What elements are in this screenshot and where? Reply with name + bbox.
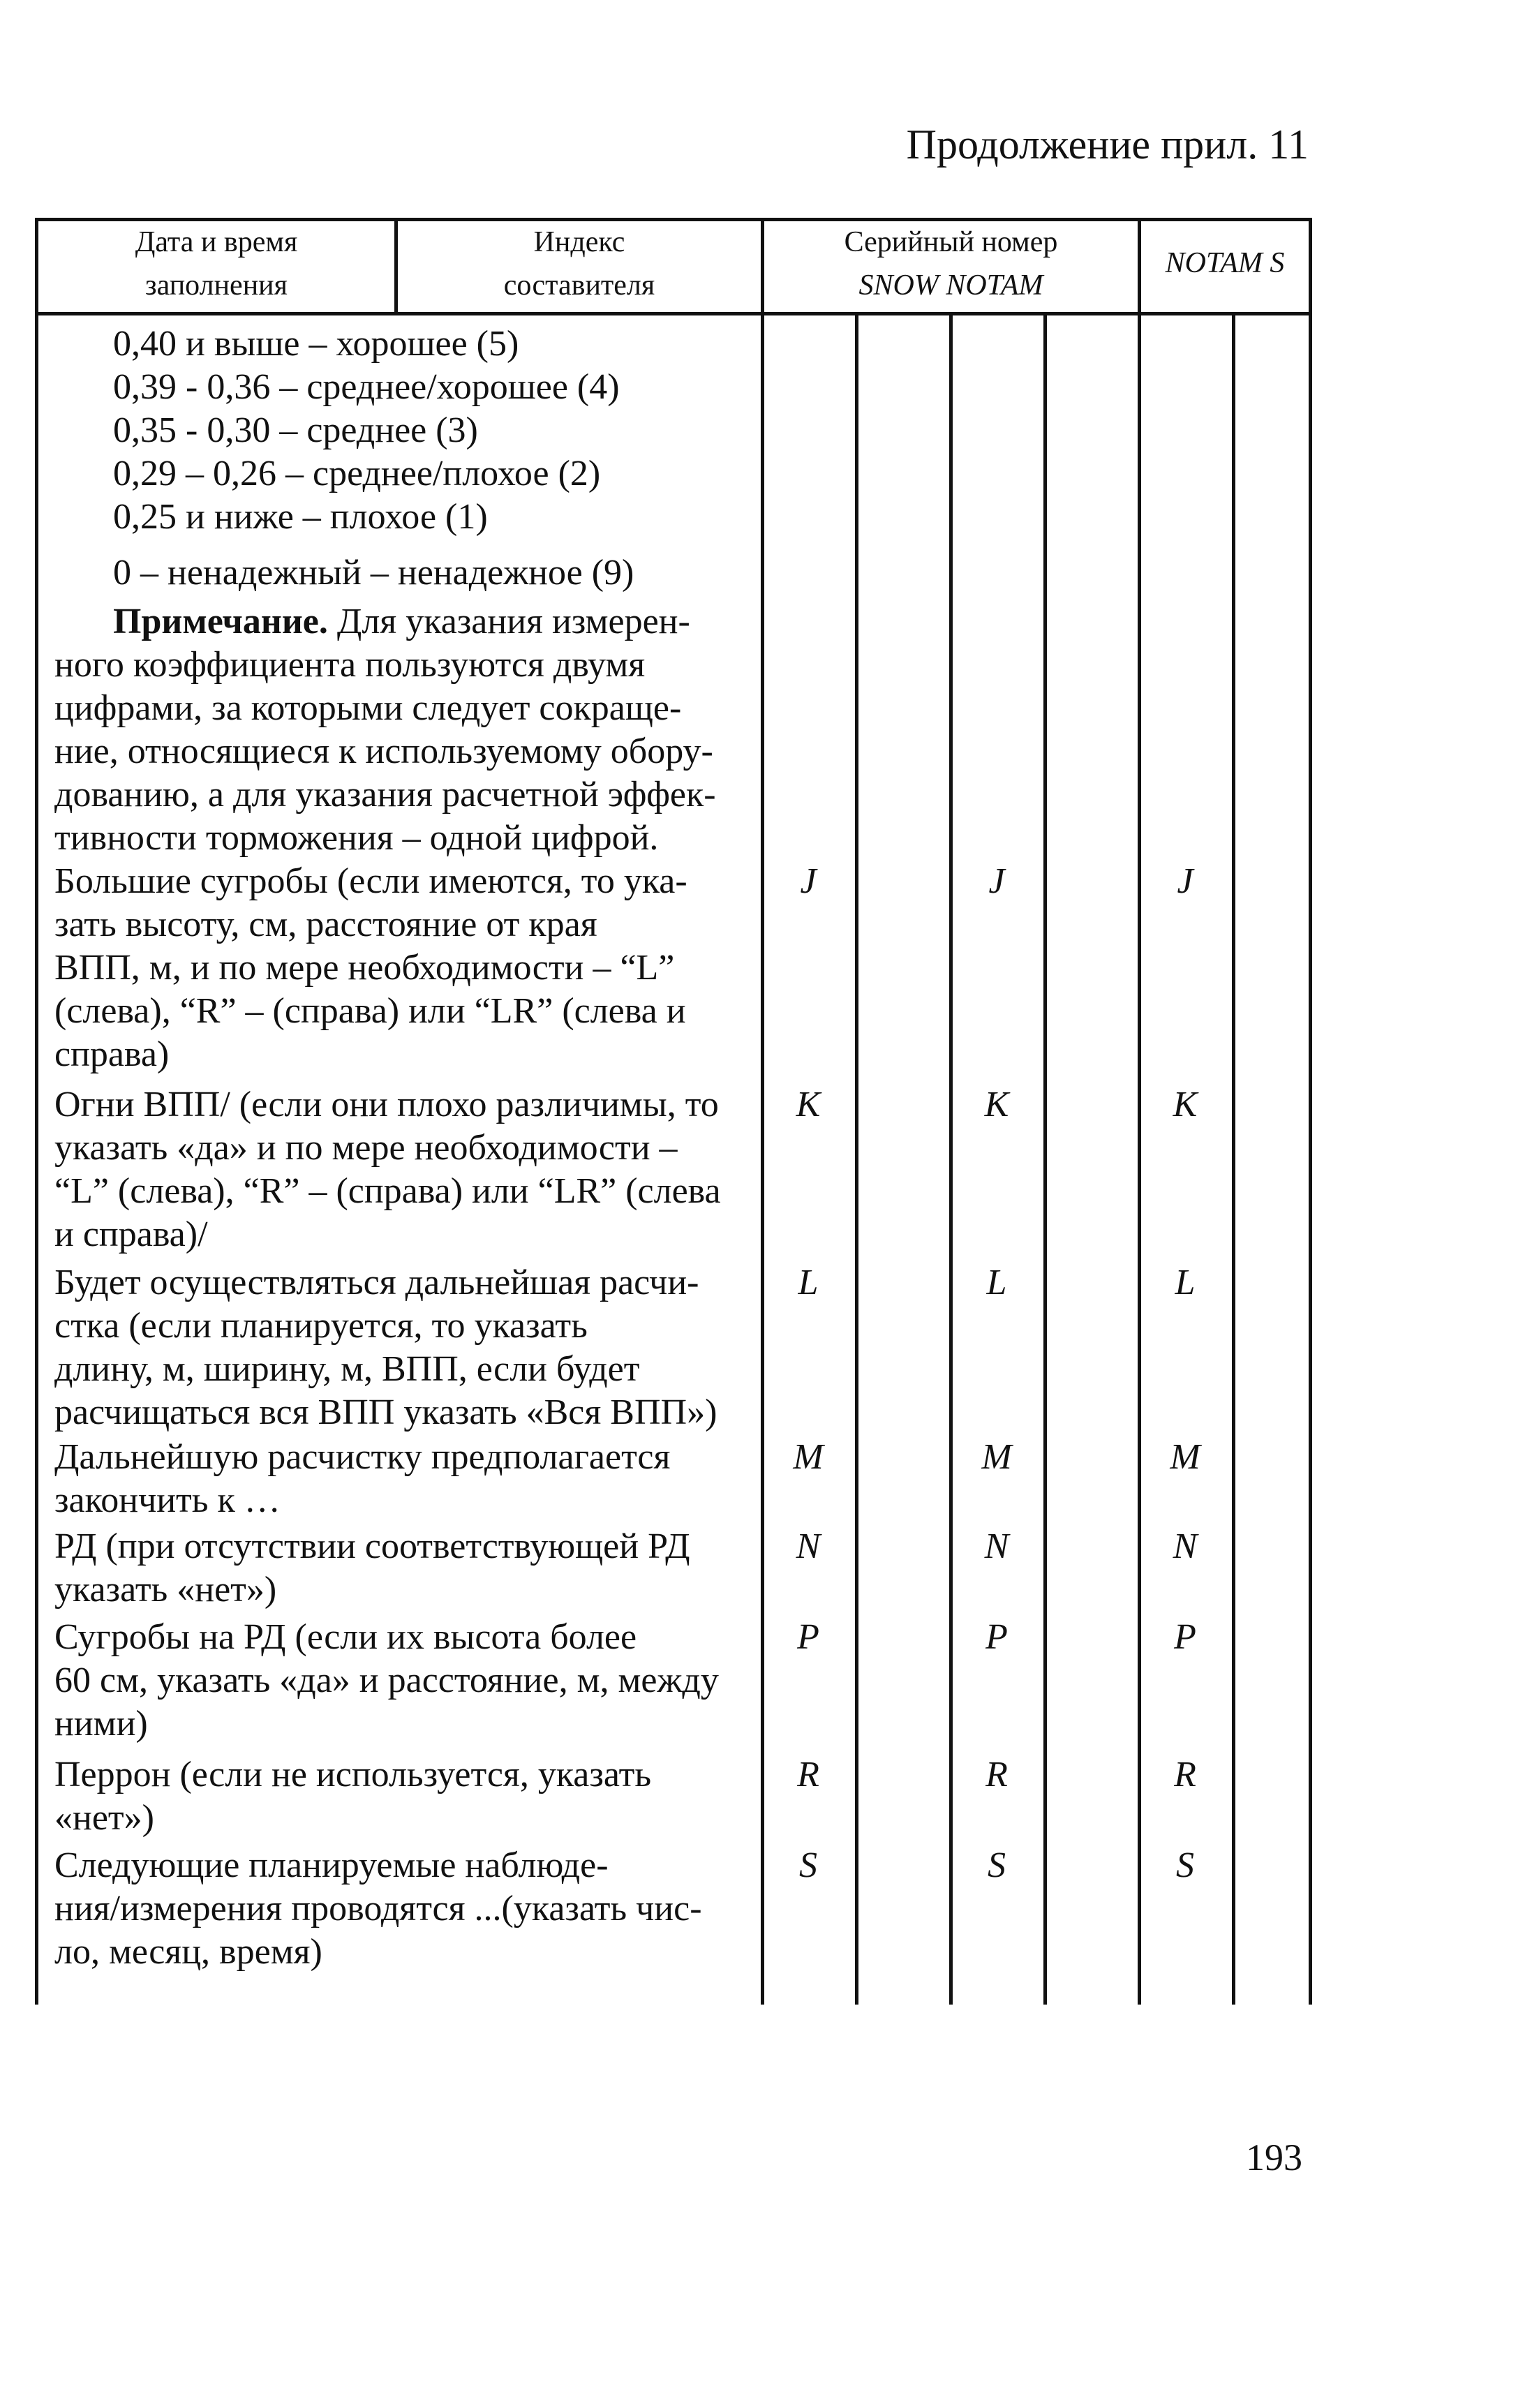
row-line: (слева), “R” – (справа) или “LR” (слева и xyxy=(54,991,686,1031)
col-divider-notam xyxy=(1138,218,1141,2005)
row-line: Будет осуществляться дальнейшая расчи- xyxy=(54,1263,699,1302)
row-line: зать высоту, см, расстояние от края xyxy=(54,905,597,944)
note-line: ние, относящиеся к используемому обору- xyxy=(54,731,713,771)
header-serial-line2: SNOW NOTAM xyxy=(858,269,1043,302)
unreliable-text: 0 – ненадежный – ненадежное (9) xyxy=(113,553,634,593)
row-J-code-serial-2: J xyxy=(988,861,1005,901)
row-R-code-serial-1: R xyxy=(797,1755,819,1794)
continuation-note: Продолжение прил. 11 xyxy=(906,121,1309,168)
row-L-code-notam: L xyxy=(1175,1263,1196,1302)
note-first-line: Для указания измерен- xyxy=(336,602,690,641)
header-serial-line1: Серийный номер xyxy=(844,226,1058,258)
row-line: 60 см, указать «да» и расстояние, м, между xyxy=(54,1660,719,1700)
row-line: РД (при отсутствии соответствующей РД xyxy=(54,1526,690,1566)
header-notam-s xyxy=(1141,241,1309,285)
row-P-code-serial-2: P xyxy=(985,1617,1008,1657)
row-J-description xyxy=(54,860,687,1076)
header-date-time xyxy=(49,221,384,307)
page-number: 193 xyxy=(1246,2136,1302,2178)
row-N-code-serial-1: N xyxy=(796,1526,821,1566)
row-R-code-notam: R xyxy=(1174,1755,1196,1794)
col-divider-index xyxy=(761,218,764,2005)
snow-notam-table xyxy=(35,218,1312,2005)
header-index-line2: составителя xyxy=(503,269,655,302)
friction-scale-item: 0,35 - 0,30 – среднее (3) xyxy=(113,410,478,450)
header-date-time-line2: заполнения xyxy=(145,269,288,302)
row-P-code-notam: P xyxy=(1174,1617,1196,1657)
row-line: стка (если планируется, то указать xyxy=(54,1306,588,1346)
row-M-code-serial-1: M xyxy=(793,1437,824,1477)
row-S-code-serial-1: S xyxy=(799,1845,817,1885)
friction-scale xyxy=(113,322,620,539)
row-line: указать «да» и по мере необходимости – xyxy=(54,1128,678,1168)
header-index-line1: Индекс xyxy=(533,226,625,258)
row-line: расчищаться вся ВПП указать «Вся ВПП») xyxy=(54,1392,717,1432)
col-divider-serial-c xyxy=(1043,312,1047,2005)
note-line: цифрами, за которыми следует сокраще- xyxy=(54,688,682,728)
row-line: закончить к … xyxy=(54,1480,281,1520)
col-divider-serial-a xyxy=(855,312,858,2005)
row-line: “L” (слева), “R” – (справа) или “LR” (слева xyxy=(54,1171,721,1211)
row-J-code-serial-1: J xyxy=(800,861,817,901)
col-divider-notam-b xyxy=(1232,312,1235,2005)
unreliable-line xyxy=(113,551,634,595)
row-line: ло, месяц, время) xyxy=(54,1932,322,1972)
row-S-description xyxy=(54,1844,702,1974)
note-label: Примечание. xyxy=(113,602,328,641)
row-K-description xyxy=(54,1083,721,1256)
row-M-description xyxy=(54,1436,670,1522)
row-L-description xyxy=(54,1261,717,1434)
row-P-description xyxy=(54,1616,719,1746)
row-K-code-serial-1: K xyxy=(796,1085,821,1124)
row-line: Большие сугробы (если имеются, то ука- xyxy=(54,861,687,901)
row-M-code-notam: M xyxy=(1170,1437,1200,1477)
friction-scale-item: 0,40 и выше – хорошее (5) xyxy=(113,324,519,364)
row-line: ВПП, м, и по мере необходимости – “L” xyxy=(54,948,675,988)
row-R-code-serial-2: R xyxy=(985,1755,1008,1794)
header-notam-s-label: NOTAM S xyxy=(1165,247,1285,279)
row-N-code-notam: N xyxy=(1173,1526,1198,1566)
row-K-code-notam: K xyxy=(1173,1085,1198,1124)
row-line: и справа)/ xyxy=(54,1214,208,1254)
col-divider-serial-b xyxy=(949,312,953,2005)
row-M-code-serial-2: M xyxy=(981,1437,1012,1477)
row-line: указать «нет») xyxy=(54,1570,277,1610)
col-divider-right xyxy=(1309,218,1312,2005)
row-line: Дальнейшую расчистку предполагается xyxy=(54,1437,671,1477)
note-line: ного коэффициента пользуются двумя xyxy=(54,645,646,685)
row-line: длину, м, ширину, м, ВПП, если будет xyxy=(54,1349,640,1389)
row-R-description xyxy=(54,1753,651,1840)
row-L-code-serial-1: L xyxy=(798,1263,819,1302)
friction-scale-item: 0,39 - 0,36 – среднее/хорошее (4) xyxy=(113,367,620,407)
row-line: ния/измерения проводятся ...(указать чис- xyxy=(54,1889,702,1928)
row-K-code-serial-2: K xyxy=(984,1085,1009,1124)
row-line: «нет») xyxy=(54,1798,154,1838)
friction-scale-item: 0,29 – 0,26 – среднее/плохое (2) xyxy=(113,454,601,493)
row-L-code-serial-2: L xyxy=(986,1263,1007,1302)
row-N-description xyxy=(54,1525,690,1612)
row-line: Огни ВПП/ (если они плохо различимы, то xyxy=(54,1085,719,1124)
header-date-time-line1: Дата и время xyxy=(135,226,298,258)
header-index xyxy=(398,221,761,307)
header-serial-number xyxy=(764,221,1138,307)
row-line: Следующие планируемые наблюде- xyxy=(54,1845,609,1885)
row-line: справа) xyxy=(54,1034,170,1074)
row-S-code-notam: S xyxy=(1176,1845,1194,1885)
note-line: тивности торможения – одной цифрой. xyxy=(54,818,659,858)
note-paragraph xyxy=(54,600,716,860)
row-S-code-serial-2: S xyxy=(988,1845,1006,1885)
row-line: ними) xyxy=(54,1704,148,1744)
col-divider-left xyxy=(35,218,38,2005)
row-P-code-serial-1: P xyxy=(797,1617,819,1657)
friction-scale-item: 0,25 и ниже – плохое (1) xyxy=(113,497,488,537)
header-bottom-border xyxy=(35,312,1312,315)
note-line: дованию, а для указания расчетной эффек- xyxy=(54,775,716,815)
row-N-code-serial-2: N xyxy=(984,1526,1009,1566)
row-line: Сугробы на РД (если их высота более xyxy=(54,1617,637,1657)
row-J-code-notam: J xyxy=(1177,861,1193,901)
row-line: Перрон (если не используется, указать xyxy=(54,1755,652,1794)
